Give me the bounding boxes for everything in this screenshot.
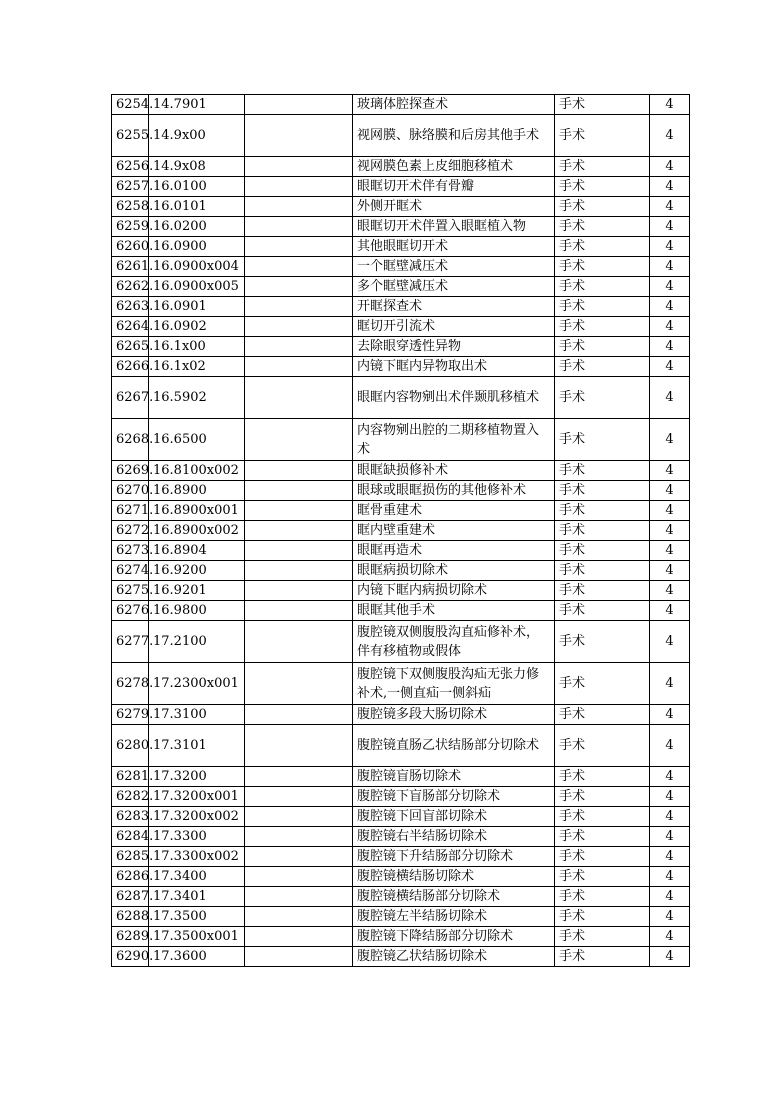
procedure-type: 手术 [555,197,650,217]
procedure-type: 手术 [555,419,650,461]
procedure-code: 16.5902 [149,377,245,419]
empty-cell [245,767,353,787]
procedure-type: 手术 [555,663,650,705]
empty-cell [245,663,353,705]
empty-cell [245,705,353,725]
table-row [112,237,690,257]
procedure-name: 眼眶缺损修补术 [353,461,555,481]
procedure-level: 4 [650,357,690,377]
procedure-code: 16.9200 [149,561,245,581]
row-index: 6284. [112,827,149,847]
procedure-level: 4 [650,705,690,725]
row-index: 6271. [112,501,149,521]
procedure-type: 手术 [555,927,650,947]
procedure-level: 4 [650,115,690,157]
procedure-level: 4 [650,419,690,461]
procedure-name: 腹腔镜盲肠切除术 [353,767,555,787]
empty-cell [245,377,353,419]
procedure-type: 手术 [555,581,650,601]
empty-cell [245,521,353,541]
procedure-level: 4 [650,541,690,561]
procedure-type: 手术 [555,337,650,357]
table-row [112,337,690,357]
empty-cell [245,95,353,115]
procedure-name: 开眶探查术 [353,297,555,317]
empty-cell [245,177,353,197]
procedure-level: 4 [650,521,690,541]
procedure-code: 16.0901 [149,297,245,317]
procedure-code: 16.9201 [149,581,245,601]
procedure-name: 腹腔镜横结肠切除术 [353,867,555,887]
table-row [112,317,690,337]
procedure-code: 17.3300x002 [149,847,245,867]
procedure-name: 腹腔镜横结肠部分切除术 [353,887,555,907]
procedure-name: 腹腔镜下升结肠部分切除术 [353,847,555,867]
row-index: 6270. [112,481,149,501]
procedure-name: 腹腔镜下双侧腹股沟疝无张力修补术,一侧直疝一侧斜疝 [353,663,555,705]
empty-cell [245,847,353,867]
empty-cell [245,317,353,337]
procedure-level: 4 [650,481,690,501]
table-row [112,541,690,561]
procedure-code: 16.0900x004 [149,257,245,277]
procedure-type: 手术 [555,725,650,767]
row-index: 6266. [112,357,149,377]
procedure-name: 眼眶病损切除术 [353,561,555,581]
procedure-type: 手术 [555,767,650,787]
row-index: 6278. [112,663,149,705]
procedure-level: 4 [650,867,690,887]
procedure-level: 4 [650,663,690,705]
procedure-name: 眼眶其他手术 [353,601,555,621]
procedure-type: 手术 [555,705,650,725]
table-row [112,157,690,177]
row-index: 6262. [112,277,149,297]
procedure-level: 4 [650,887,690,907]
procedure-name: 眼眶再造术 [353,541,555,561]
procedure-level: 4 [650,257,690,277]
procedure-code: 14.9x08 [149,157,245,177]
procedure-name: 腹腔镜双侧腹股沟直疝修补术，伴有移植物或假体 [353,621,555,663]
procedure-level: 4 [650,601,690,621]
procedure-level: 4 [650,377,690,419]
table-row [112,621,690,663]
procedure-type: 手术 [555,907,650,927]
table-row [112,947,690,967]
procedure-level: 4 [650,725,690,767]
row-index: 6256. [112,157,149,177]
empty-cell [245,297,353,317]
empty-cell [245,481,353,501]
procedure-code: 17.3200x001 [149,787,245,807]
procedure-level: 4 [650,217,690,237]
row-index: 6260. [112,237,149,257]
procedure-type: 手术 [555,827,650,847]
procedure-name: 腹腔镜乙状结肠切除术 [353,947,555,967]
procedure-code: 14.9x00 [149,115,245,157]
procedure-type: 手术 [555,847,650,867]
procedure-name: 视网膜、脉络膜和后房其他手术 [353,115,555,157]
empty-cell [245,561,353,581]
procedure-name: 眶切开引流术 [353,317,555,337]
procedure-level: 4 [650,297,690,317]
empty-cell [245,217,353,237]
row-index: 6290. [112,947,149,967]
procedure-type: 手术 [555,95,650,115]
procedure-type: 手术 [555,317,650,337]
procedure-name: 其他眼眶切开术 [353,237,555,257]
table-row [112,501,690,521]
procedure-name: 多个眶壁减压术 [353,277,555,297]
empty-cell [245,581,353,601]
table-row [112,115,690,157]
table-row [112,257,690,277]
table-row [112,197,690,217]
table-row [112,377,690,419]
procedure-name: 腹腔镜下回盲部切除术 [353,807,555,827]
procedure-type: 手术 [555,157,650,177]
procedure-table-body [112,95,690,967]
row-index: 6264. [112,317,149,337]
row-index: 6261. [112,257,149,277]
table-row [112,217,690,237]
procedure-type: 手术 [555,887,650,907]
table-row [112,807,690,827]
empty-cell [245,419,353,461]
procedure-type: 手术 [555,601,650,621]
procedure-type: 手术 [555,787,650,807]
procedure-code: 16.0101 [149,197,245,217]
table-row [112,177,690,197]
row-index: 6285. [112,847,149,867]
procedure-type: 手术 [555,217,650,237]
procedure-type: 手术 [555,357,650,377]
procedure-code: 17.3400 [149,867,245,887]
empty-cell [245,357,353,377]
procedure-code: 17.2300x001 [149,663,245,705]
row-index: 6254. [112,95,149,115]
procedure-name: 内容物剜出腔的二期移植物置入术 [353,419,555,461]
table-row [112,725,690,767]
procedure-code: 17.3600 [149,947,245,967]
table-row [112,521,690,541]
procedure-level: 4 [650,95,690,115]
procedure-type: 手术 [555,561,650,581]
empty-cell [245,725,353,767]
procedure-code: 16.0900x005 [149,277,245,297]
empty-cell [245,277,353,297]
procedure-name: 腹腔镜多段大肠切除术 [353,705,555,725]
procedure-type: 手术 [555,867,650,887]
row-index: 6287. [112,887,149,907]
row-index: 6274. [112,561,149,581]
procedure-level: 4 [650,157,690,177]
empty-cell [245,197,353,217]
procedure-level: 4 [650,277,690,297]
procedure-level: 4 [650,197,690,217]
table-row [112,663,690,705]
table-row [112,461,690,481]
procedure-level: 4 [650,927,690,947]
procedure-name: 一个眶壁减压术 [353,257,555,277]
table-row [112,847,690,867]
procedure-type: 手术 [555,177,650,197]
procedure-name: 腹腔镜直肠乙状结肠部分切除术 [353,725,555,767]
table-row [112,867,690,887]
empty-cell [245,787,353,807]
table-row [112,297,690,317]
table-row [112,357,690,377]
procedure-level: 4 [650,317,690,337]
procedure-level: 4 [650,787,690,807]
row-index: 6265. [112,337,149,357]
procedure-code: 17.3500 [149,907,245,927]
procedure-code: 14.7901 [149,95,245,115]
procedure-type: 手术 [555,277,650,297]
table-row [112,927,690,947]
row-index: 6263. [112,297,149,317]
table-row [112,601,690,621]
row-index: 6258. [112,197,149,217]
empty-cell [245,887,353,907]
row-index: 6268. [112,419,149,461]
empty-cell [245,621,353,663]
row-index: 6273. [112,541,149,561]
empty-cell [245,257,353,277]
row-index: 6272. [112,521,149,541]
procedure-code: 16.0902 [149,317,245,337]
procedure-code: 16.0200 [149,217,245,237]
procedure-name: 玻璃体腔探查术 [353,95,555,115]
procedure-code: 16.8900 [149,481,245,501]
procedure-type: 手术 [555,115,650,157]
procedure-code: 17.2100 [149,621,245,663]
procedure-type: 手术 [555,237,650,257]
empty-cell [245,501,353,521]
procedure-name: 去除眼穿透性异物 [353,337,555,357]
empty-cell [245,927,353,947]
procedure-code: 17.3100 [149,705,245,725]
procedure-level: 4 [650,947,690,967]
table-row [112,277,690,297]
procedure-level: 4 [650,847,690,867]
procedure-level: 4 [650,807,690,827]
table-row [112,481,690,501]
procedure-level: 4 [650,581,690,601]
empty-cell [245,807,353,827]
procedure-name: 内镜下眶内病损切除术 [353,581,555,601]
row-index: 6277. [112,621,149,663]
empty-cell [245,907,353,927]
row-index: 6280. [112,725,149,767]
row-index: 6267. [112,377,149,419]
empty-cell [245,867,353,887]
procedure-code: 16.8900x002 [149,521,245,541]
procedure-code: 16.0900 [149,237,245,257]
procedure-code: 17.3200 [149,767,245,787]
table-row [112,419,690,461]
procedure-type: 手术 [555,807,650,827]
row-index: 6288. [112,907,149,927]
procedure-name: 眶骨重建术 [353,501,555,521]
procedure-name: 内镜下眶内异物取出术 [353,357,555,377]
procedure-code: 17.3401 [149,887,245,907]
procedure-level: 4 [650,907,690,927]
row-index: 6276. [112,601,149,621]
procedure-level: 4 [650,561,690,581]
procedure-code: 17.3101 [149,725,245,767]
row-index: 6257. [112,177,149,197]
procedure-level: 4 [650,767,690,787]
empty-cell [245,461,353,481]
row-index: 6255. [112,115,149,157]
procedure-name: 眼眶切开术伴有骨瓣 [353,177,555,197]
procedure-code: 16.0100 [149,177,245,197]
row-index: 6282. [112,787,149,807]
procedure-level: 4 [650,621,690,663]
procedure-name: 外侧开眶术 [353,197,555,217]
procedure-name: 腹腔镜下降结肠部分切除术 [353,927,555,947]
procedure-type: 手术 [555,621,650,663]
procedure-code: 16.1x00 [149,337,245,357]
procedure-type: 手术 [555,377,650,419]
procedure-code: 16.1x02 [149,357,245,377]
procedure-name: 腹腔镜右半结肠切除术 [353,827,555,847]
table-row [112,767,690,787]
procedure-code: 16.8904 [149,541,245,561]
procedure-code: 16.6500 [149,419,245,461]
procedure-name: 眶内壁重建术 [353,521,555,541]
procedure-type: 手术 [555,501,650,521]
row-index: 6259. [112,217,149,237]
table-row [112,561,690,581]
empty-cell [245,601,353,621]
row-index: 6279. [112,705,149,725]
procedure-name: 眼眶切开术伴置入眼眶植入物 [353,217,555,237]
table-row [112,887,690,907]
row-index: 6283. [112,807,149,827]
procedure-name: 视网膜色素上皮细胞移植术 [353,157,555,177]
empty-cell [245,947,353,967]
procedure-type: 手术 [555,541,650,561]
procedure-table [111,94,690,967]
procedure-name: 腹腔镜下盲肠部分切除术 [353,787,555,807]
row-index: 6269. [112,461,149,481]
row-index: 6281. [112,767,149,787]
procedure-code: 17.3500x001 [149,927,245,947]
table-row [112,95,690,115]
procedure-level: 4 [650,337,690,357]
empty-cell [245,157,353,177]
table-row [112,581,690,601]
procedure-name: 腹腔镜左半结肠切除术 [353,907,555,927]
row-index: 6275. [112,581,149,601]
procedure-name: 眼眶内容物剜出术伴颞肌移植术 [353,377,555,419]
empty-cell [245,541,353,561]
procedure-code: 17.3200x002 [149,807,245,827]
table-row [112,827,690,847]
row-index: 6289. [112,927,149,947]
procedure-type: 手术 [555,947,650,967]
procedure-code: 17.3300 [149,827,245,847]
procedure-type: 手术 [555,461,650,481]
procedure-level: 4 [650,461,690,481]
empty-cell [245,337,353,357]
procedure-level: 4 [650,177,690,197]
procedure-level: 4 [650,237,690,257]
procedure-level: 4 [650,827,690,847]
table-row [112,787,690,807]
empty-cell [245,827,353,847]
procedure-code: 16.8900x001 [149,501,245,521]
row-index: 6286. [112,867,149,887]
procedure-name: 眼球或眼眶损伤的其他修补术 [353,481,555,501]
procedure-code: 16.9800 [149,601,245,621]
procedure-type: 手术 [555,297,650,317]
empty-cell [245,237,353,257]
procedure-code: 16.8100x002 [149,461,245,481]
empty-cell [245,115,353,157]
procedure-type: 手术 [555,521,650,541]
table-row [112,705,690,725]
procedure-type: 手术 [555,481,650,501]
procedure-type: 手术 [555,257,650,277]
table-row [112,907,690,927]
procedure-level: 4 [650,501,690,521]
